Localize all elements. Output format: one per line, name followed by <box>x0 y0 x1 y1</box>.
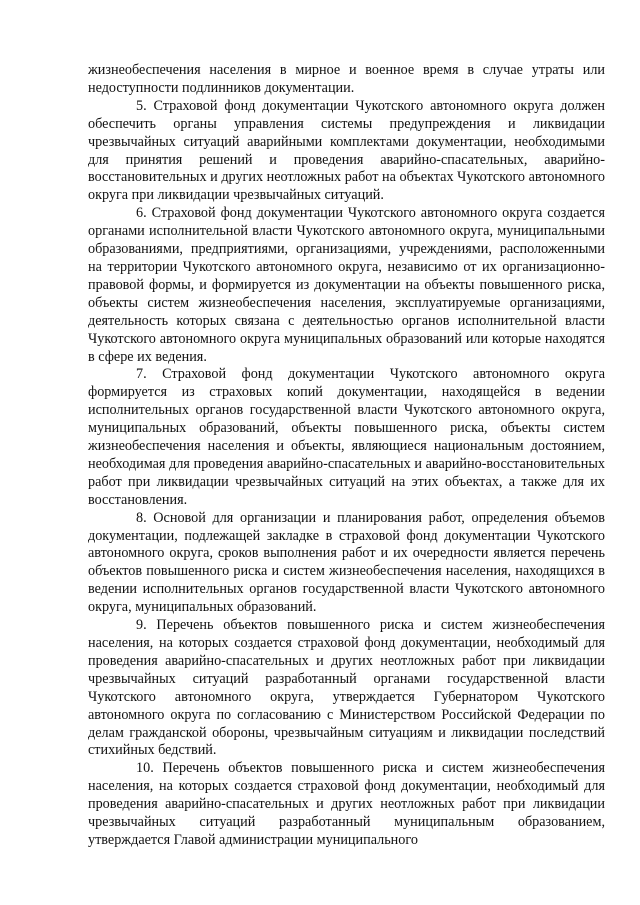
paragraph-item-6: 6. Страховой фонд документации Чукотского автономного округа создается органами исполнительной власти Чукотского автономного округа, муниципальными образованиями, предприятиями, организациями, учреждениями, расположенными на территории Чукотского автономного округа, независимо от их организационно-правовой формы, и формируется из документации на объекты повышенного риска, объекты систем жизнеобеспечения населения, эксплуатируемые организациями, деятельность которых связана с деятельностью органов исполнительной власти Чукотского автономного округа муниципальных образований или которые находятся в сфере их ведения. <box>88 205 605 365</box>
paragraph-item-8: 8. Основой для организации и планирования работ, определения объемов документации, подлежащей закладке в страховой фонд документации Чукотского автономного округа, сроков выполнения работ и их очередности является перечень объектов повышенного риска и систем жизнеобеспечения населения, находящихся в ведении исполнительных органов государственной власти Чукотского автономного округа, муниципальных образований. <box>88 509 605 616</box>
paragraph-continuation: жизнеобеспечения населения в мирное и военное время в случае утраты или недоступности подлинников документации. <box>88 62 605 96</box>
paragraph-item-7: 7. Страховой фонд документации Чукотского автономного округа формируется из страховых копий документации, находящейся в ведении исполнительных органов государственной власти Чукотского автономного округа, муниципальных образований, объекты повышенного риска, объекты систем жизнеобеспечения населения и объекты, являющиеся национальным достоянием, необходимая для проведения аварийно-спасательных и аварийно-восстановительных работ при ликвидации чрезвычайных ситуаций на этих объектах, а также для их восстановления. <box>88 366 605 508</box>
paragraph-item-10: 10. Перечень объектов повышенного риска и систем жизнеобеспечения населения, на которых создается страховой фонд документации, необходимый для проведения аварийно-спасательных и других неотложных работ при ликвидации чрезвычайных ситуаций разработанный муниципальным образованием, утверждается Главой администрации муниципального <box>88 760 605 848</box>
paragraph-item-5: 5. Страховой фонд документации Чукотского автономного округа должен обеспечить органы управления системы предупреждения и ликвидации чрезвычайных ситуаций аварийными комплектами документации, необходимыми для принятия решений и проведения аварийно-спасательных, аварийно-восстановительных и других неотложных работ на объектах Чукотского автономного округа при ликвидации чрезвычайных ситуаций. <box>88 97 605 204</box>
document-body <box>88 62 605 850</box>
paragraph-item-9: 9. Перечень объектов повышенного риска и систем жизнеобеспечения населения, на которых создается страховой фонд документации, необходимый для проведения аварийно-спасательных и других неотложных работ при ликвидации чрезвычайных ситуаций разработанный органами государственной власти Чукотского автономного округа, утверждается Губернатором Чукотского автономного округа по согласованию с Министерством Российской Федерации по делам гражданской обороны, чрезвычайным ситуациям и ликвидации последствий стихийных бедствий. <box>88 617 605 759</box>
